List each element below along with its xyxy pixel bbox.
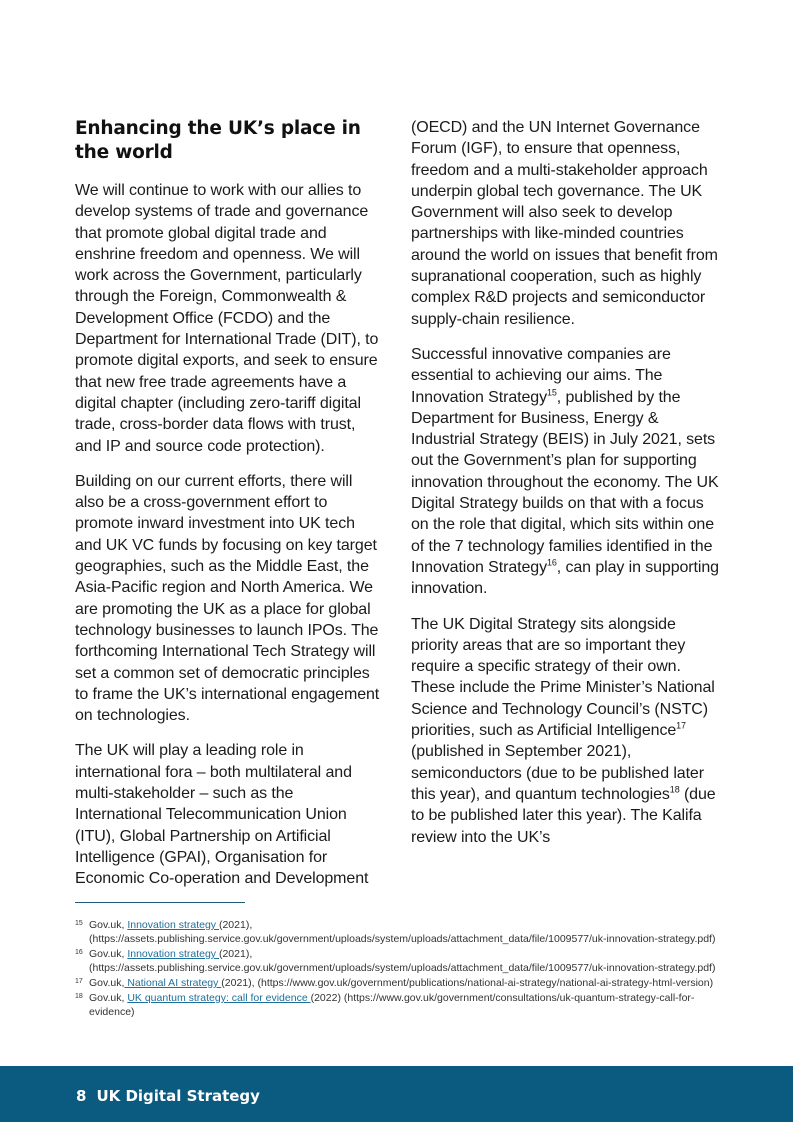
footer-label [76,1087,260,1105]
footnote-ref[interactable]: 18 [669,784,680,795]
footnote-link[interactable]: National AI strategy [124,977,222,989]
footnote-link[interactable]: Innovation strategy [127,948,219,960]
body-paragraph: Building on our current efforts, there will also be a cross-government effort to promote inward investment into UK tech and UK VC funds by focusing on key target geographies, such as the Middle East, the Asia-Pacific region and North America. We are promoting the UK as a place for global technology businesses to launch IPOs. The forthcoming International Tech Strategy will set a common set of democratic principles to frame the UK’s international engagement on technologies. [75,472,380,725]
right-column [411,117,719,862]
body-paragraph: The UK will play a leading role in international fora – both multilateral and multi-stakeholder – such as the International Telecommunication Union (ITU), Global Partnership on Artificial Intelligence (GPAI), Organisation for Economic Co-operation and Development [75,742,369,888]
footnote-ref[interactable]: 15 [546,387,557,398]
footnote: 16 Gov.uk, Innovation strategy (2021), (https://assets.publishing.service.gov.uk/government/uploads/system/uploads/attachment_data/file/1009577/uk-innovation-strategy.pdf) [75,948,716,974]
body-paragraph: The UK Digital Strategy sits alongside priority areas that are so important they require a specific strategy of their own. These include the Prime Minister’s National Science and Technology Council’s (NSTC) priorities, such as Artificial Intelligence$^{17}$ (published in September 2021), semiconductors (due to be published later this year), and quantum technologies$^{18}$ (due to be published later this year). The Kalifa review into the UK’s [411,615,716,846]
page-footer [0,1066,793,1122]
footnote-ref[interactable]: 17 [676,720,686,731]
left-column [75,117,383,904]
footnote-link[interactable]: Innovation strategy [127,919,219,931]
body-paragraph: We will continue to work with our allies to develop systems of trade and governance that promote global digital trade and enshrine freedom and openness. We will work across the Government, particularly through the Foreign, Commonwealth & Development Office (FCDO) and the Department for International Trade (DIT), to promote digital exports, and seek to ensure that new free trade agreements have a digital chapter (including zero-tariff digital trade, cross-border data flows with trust, and IP and source code protection). [75,182,379,455]
footnote-link[interactable]: UK quantum strategy: call for evidence [127,992,311,1004]
footnote-number: 17 [75,978,83,985]
document-title: UK Digital Strategy [96,1087,260,1105]
section-heading: Enhancing the UK’s place in the world [75,118,361,163]
footnotes [75,918,723,1020]
body-paragraph: (OECD) and the UN Internet Governance Forum (IGF), to ensure that openness, freedom and a multi-stakeholder approach underpin global tech governance. The UK Government will also seek to develop partnerships with like-minded countries around the world on issues that benefit from supranational cooperation, such as highly complex R&D projects and semiconductor supply-chain resilience. [411,119,718,328]
page-number: 8 [76,1087,87,1105]
footnote-number: 18 [75,993,83,1000]
footnote: 15 Gov.uk, Innovation strategy (2021), (https://assets.publishing.service.gov.uk/government/uploads/system/uploads/attachment_data/file/1009577/uk-innovation-strategy.pdf) [75,919,716,945]
footnote-number: 15 [75,920,83,927]
footnote: 17 Gov.uk, National AI strategy (2021), (https://www.gov.uk/government/publications/national-ai-strategy/national-ai-strategy-html-version) [75,977,714,989]
footnote-number: 16 [75,949,83,956]
footnote-ref[interactable]: 16 [546,557,557,568]
footnote: 18 Gov.uk, UK quantum strategy: call for evidence (2022) (https://www.gov.uk/government/consultations/uk-quantum-strategy-call-for-evidence) [75,992,695,1018]
body-paragraph: Successful innovative companies are essential to achieving our aims. The Innovation Strategy$^{15}$, published by the Department for Business, Energy & Industrial Strategy (BEIS) in July 2021, sets out the Government’s plan for supporting innovation throughout the economy. The UK Digital Strategy builds on that with a focus on the role that digital, which sits within one of the 7 technology families identified in the Innovation Strategy$^{16}$, can play in supporting innovation. [411,345,719,598]
footnote-divider [75,902,245,903]
